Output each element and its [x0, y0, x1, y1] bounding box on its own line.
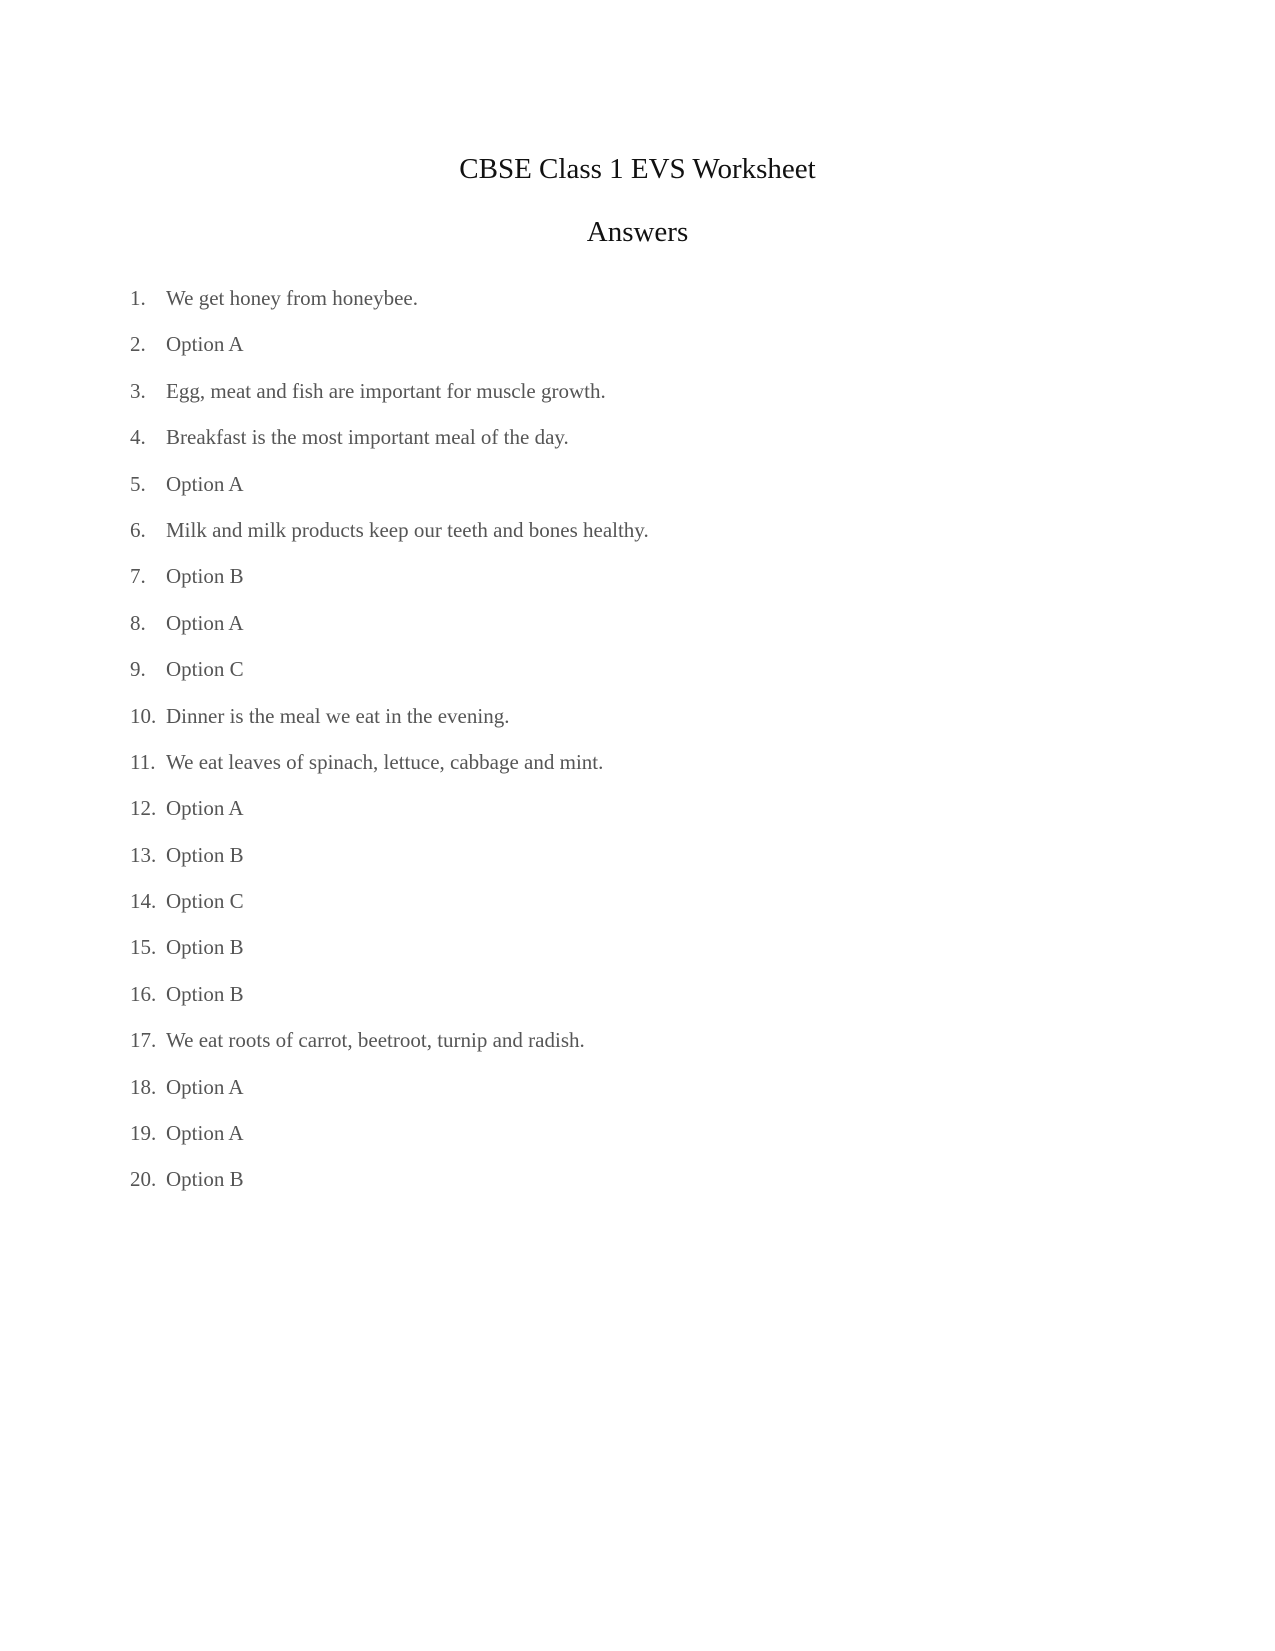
answer-text: Dinner is the meal we eat in the evening.	[166, 703, 510, 728]
answer-text: We eat roots of carrot, beetroot, turnip and radish.	[166, 1028, 585, 1053]
answer-text: Option A	[166, 610, 244, 635]
answer-item	[130, 795, 649, 841]
answer-number: 1.	[130, 286, 146, 310]
answer-item	[130, 749, 649, 795]
answer-number: 10.	[130, 703, 157, 728]
answer-text: Option B	[166, 842, 244, 867]
answer-number: 6.	[130, 517, 146, 542]
answer-number: 8.	[130, 610, 146, 635]
answer-number: 11.	[130, 749, 156, 774]
answer-item	[130, 888, 649, 934]
answer-number: 5.	[130, 471, 146, 496]
answer-number: 4.	[130, 425, 146, 450]
answer-item	[130, 471, 649, 517]
answer-item	[130, 517, 649, 563]
answer-number: 16.	[130, 981, 157, 1006]
answer-item	[130, 656, 649, 702]
answer-item	[130, 1120, 649, 1166]
answer-text: Option A	[166, 796, 244, 821]
answer-number: 13.	[130, 842, 157, 867]
answer-text: We get honey from honeybee.	[166, 286, 418, 310]
answer-text: Option B	[166, 564, 244, 589]
answer-number: 20.	[130, 1167, 157, 1192]
answer-item	[130, 934, 649, 980]
answer-text: Option A	[166, 1121, 244, 1146]
answer-item	[130, 331, 649, 377]
answer-number: 14.	[130, 889, 157, 914]
answer-number: 7.	[130, 564, 146, 589]
answer-text: Milk and milk products keep our teeth and bones healthy.	[166, 517, 649, 542]
answer-text: Option A	[166, 1074, 244, 1099]
answer-item	[130, 378, 649, 424]
answer-item	[130, 424, 649, 470]
answer-text: Option B	[166, 1167, 244, 1192]
answer-text: Option B	[166, 981, 244, 1006]
answer-item	[130, 563, 649, 609]
answer-number: 3.	[130, 378, 146, 403]
answer-item	[130, 285, 649, 331]
section-heading-answers: Answers	[586, 216, 689, 248]
answer-text: Option B	[166, 935, 244, 960]
answer-item	[130, 981, 649, 1027]
answer-item	[130, 1166, 649, 1212]
answer-text: Breakfast is the most important meal of the day.	[166, 425, 569, 450]
answer-number: 17.	[130, 1028, 157, 1053]
answer-item	[130, 610, 649, 656]
answer-number: 15.	[130, 935, 157, 960]
answer-number: 12.	[130, 796, 157, 821]
answer-text: Option A	[166, 471, 244, 496]
answer-text: We eat leaves of spinach, lettuce, cabbage and mint.	[166, 749, 604, 774]
answer-item	[130, 1027, 649, 1073]
answer-text: Option A	[166, 332, 244, 357]
answer-text: Egg, meat and fish are important for muscle growth.	[166, 378, 606, 403]
answer-list	[130, 285, 649, 1213]
answer-item	[130, 842, 649, 888]
page-title: CBSE Class 1 EVS Worksheet	[459, 153, 816, 185]
answer-number: 19.	[130, 1121, 157, 1146]
answer-number: 18.	[130, 1074, 157, 1099]
answer-item	[130, 1074, 649, 1120]
answer-number: 2.	[130, 332, 146, 357]
answer-text: Option C	[166, 889, 244, 914]
answer-text: Option C	[166, 657, 244, 682]
answer-item	[130, 703, 649, 749]
answer-number: 9.	[130, 657, 146, 682]
